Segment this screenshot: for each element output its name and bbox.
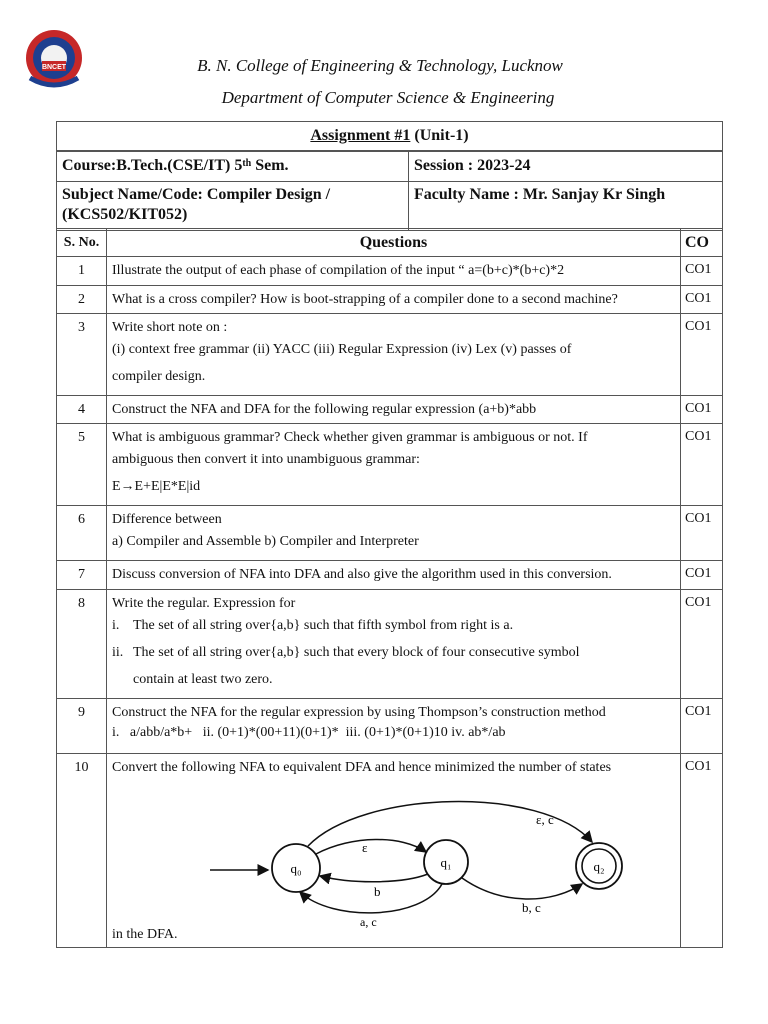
question-row [57,424,723,506]
question-number: 8 [57,590,107,699]
state-q2-label: q₂ [593,859,605,874]
college-name: B. N. College of Engineering & Technology, Lucknow [197,56,563,75]
question-number: 3 [57,314,107,396]
department-name: Department of Computer Science & Engineering [221,88,555,107]
course-outcome: CO1 [681,314,723,396]
question-row [57,396,723,424]
co-header: CO [681,229,723,257]
question-text: Write short note on : (i) context free grammar (ii) YACC (iii) Regular Expression (iv) Lex (v) passes of compiler design. [107,314,681,396]
question-text: Construct the NFA and DFA for the following regular expression (a+b)*abb [107,396,681,424]
edge-q1-q2-label: b, c [522,900,541,915]
faculty-field: Faculty Name : Mr. Sanjay Kr Singh [409,182,723,231]
edge-q1-q2 [462,878,582,899]
question-text: Construct the NFA for the regular expression by using Thompson’s construction method i. a/abb/a*b+ ii. (0+1)*(00+11)(0+1)* iii. (0+1)*(0+1)10 iv. ab*/ab [107,699,681,754]
course-outcome: CO1 [681,561,723,590]
question-row [57,699,723,754]
edge-q1-q0-label: b [374,884,381,899]
course-outcome: CO1 [681,286,723,314]
course-outcome: CO1 [681,424,723,506]
question-text: Discuss conversion of NFA into DFA and also give the algorithm used in this conversion. [107,561,681,590]
edge-bottom-arc-label: a, c [360,915,377,929]
course-outcome: CO1 [681,257,723,286]
subject-field: Subject Name/Code: Compiler Design / (KCS502/KIT052) [57,182,409,231]
question-number: 6 [57,506,107,561]
question-row [57,257,723,286]
question-number: 7 [57,561,107,590]
edge-q0-q1-top [316,839,426,854]
state-q1-label: q₁ [440,855,452,870]
question-row [57,561,723,590]
question-row [57,506,723,561]
course-outcome: CO1 [681,506,723,561]
info-table [56,150,723,231]
course-outcome: CO1 [681,754,723,948]
question-row [57,314,723,396]
question-number: 10 [57,754,107,948]
logo-text: BNCET [41,64,67,71]
questions-header: Questions [107,229,681,257]
question-number: 2 [57,286,107,314]
question-text: Convert the following NFA to equivalent DFA and hence minimized the number of states q₀ q₁ q₂ ε, c ε b a, c b, c in the DFA. [107,754,681,948]
course-outcome: CO1 [681,396,723,424]
course-outcome: CO1 [681,699,723,754]
question-text: Write the regular. Expression for i. The set of all string over{a,b} such that fifth symbol from right is a. ii. The set of all string over{a,b} such that every block of four consecutive symbol contain at least two zero. [107,590,681,699]
edge-q0-q2-label: ε, c [536,812,554,827]
assignment-title: Assignment #1 (Unit-1) [57,122,723,152]
course-outcome: CO1 [681,590,723,699]
question-number: 9 [57,699,107,754]
question-text: What is ambiguous grammar? Check whether given grammar is ambiguous or not. If ambiguous then convert it into unambiguous grammar: E→E+E|E*E|id [107,424,681,506]
question-number: 4 [57,396,107,424]
session-field: Session : 2023-24 [409,151,723,182]
sno-header: S. No. [57,229,107,257]
questions-table [56,228,723,948]
question-row [57,286,723,314]
question-text: Difference between a) Compiler and Assemble b) Compiler and Interpreter [107,506,681,561]
edge-q0-q1-top-label: ε [362,840,368,855]
question-row [57,590,723,699]
nfa-diagram [112,780,682,930]
question-row [57,754,723,948]
state-q0-label: q₀ [290,861,302,876]
question-number: 5 [57,424,107,506]
question-number: 1 [57,257,107,286]
question-text: What is a cross compiler? How is boot-strapping of a compiler done to a second machine? [107,286,681,314]
assignment-table [56,121,723,152]
edge-q1-q0 [320,874,428,882]
edge-bottom-arc [300,884,442,913]
question-text: Illustrate the output of each phase of compilation of the input “ a=(b+c)*(b+c)*2 [107,257,681,286]
course-field: Course:B.Tech.(CSE/IT) 5th Sem. [57,151,409,182]
